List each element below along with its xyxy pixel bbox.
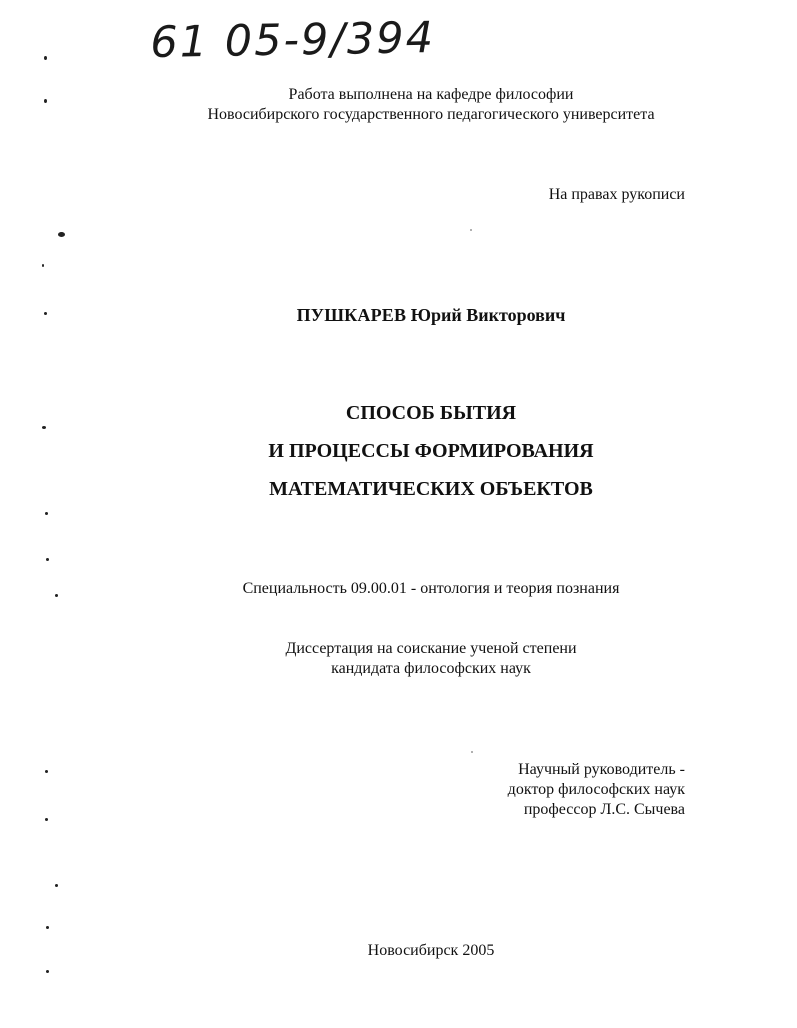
scan-mark — [45, 512, 48, 515]
dissertation-line-2: кандидата философских наук — [331, 660, 531, 677]
scan-mark — [55, 594, 58, 597]
scan-mark — [46, 926, 49, 929]
city-year: Новосибирск 2005 — [367, 942, 495, 959]
institution-line-2: Новосибирского государственного педагогического университета — [207, 106, 655, 123]
title-line-1: СПОСОБ БЫТИЯ — [345, 402, 517, 424]
supervisor-line-1: Научный руководитель - — [518, 761, 685, 778]
scan-mark — [44, 56, 47, 60]
specialty: Специальность 09.00.01 - онтология и теория познания — [242, 580, 620, 597]
scan-mark — [42, 264, 44, 267]
title-line-2: И ПРОЦЕССЫ ФОРМИРОВАНИЯ — [268, 440, 594, 462]
supervisor-line-3: профессор Л.С. Сычева — [523, 801, 685, 818]
scan-mark — [46, 970, 49, 973]
scan-mark — [42, 426, 46, 429]
scan-speck — [470, 229, 472, 231]
institution-line-1: Работа выполнена на кафедре философии — [288, 86, 574, 103]
dissertation-line-1: Диссертация на соискание ученой степени — [285, 640, 577, 657]
manuscript-rights: На правах рукописи — [548, 186, 685, 203]
handwritten-archive-number: 61 05-9/394 — [150, 13, 436, 68]
scan-speck — [471, 751, 473, 753]
title-line-3: МАТЕМАТИЧЕСКИХ ОБЪЕКТОВ — [269, 478, 593, 500]
scan-mark — [44, 312, 47, 315]
scan-mark — [44, 99, 47, 103]
author-surname: ПУШКАРЕВ — [296, 305, 407, 325]
scan-mark — [45, 818, 48, 821]
scan-mark — [58, 232, 65, 237]
supervisor-line-2: доктор философских наук — [507, 781, 685, 798]
scan-mark — [45, 770, 48, 773]
scan-mark — [46, 558, 49, 561]
scan-mark — [55, 884, 58, 887]
author-given-name: Юрий Викторович — [410, 305, 566, 325]
author-name — [0, 305, 797, 326]
